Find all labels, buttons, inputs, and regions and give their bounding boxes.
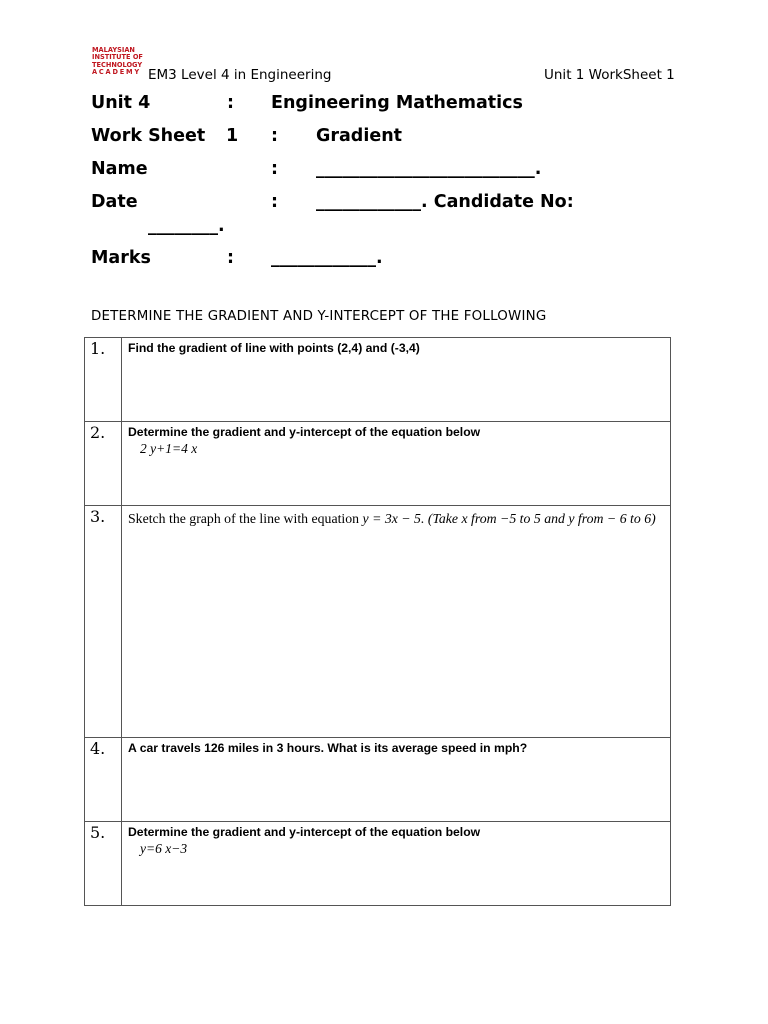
question-number-cell bbox=[85, 338, 122, 422]
answer-cell[interactable] bbox=[122, 822, 671, 906]
name-colon: : bbox=[271, 159, 278, 179]
questions-table bbox=[84, 337, 671, 906]
worksheet-number: 1 bbox=[226, 126, 239, 146]
question-number: 2. bbox=[90, 423, 106, 442]
question-row bbox=[85, 822, 671, 906]
question-row bbox=[85, 422, 671, 506]
answer-cell[interactable] bbox=[122, 506, 671, 738]
question-text-plain: Sketch the graph of the line with equation bbox=[128, 511, 360, 526]
unit-colon: : bbox=[227, 93, 234, 113]
question-text: A car travels 126 miles in 3 hours. What is its average speed in mph? bbox=[128, 741, 528, 755]
institute-logo bbox=[92, 47, 152, 77]
question-text: Find the gradient of line with points (2,4) and (-3,4) bbox=[128, 341, 420, 355]
equation: 2 y+1=4 x bbox=[140, 441, 198, 456]
question-number: 1. bbox=[90, 339, 106, 358]
candidate-number-field[interactable]: ________. bbox=[148, 216, 225, 236]
question-text: Determine the gradient and y-intercept of the equation below bbox=[128, 825, 481, 839]
answer-cell[interactable] bbox=[122, 422, 671, 506]
worksheet-value: Gradient bbox=[316, 126, 403, 146]
question-number-cell bbox=[85, 506, 122, 738]
unit-label: Unit 4 bbox=[91, 93, 151, 113]
marks-colon: : bbox=[227, 248, 234, 268]
marks-label: Marks bbox=[91, 248, 151, 268]
question-text-math: y = 3x − 5. (Take x from −5 to 5 and y from − 6 to 6) bbox=[359, 511, 656, 526]
logo-line-3: TECHNOLOGY bbox=[92, 60, 143, 69]
date-candidate-field[interactable]: ____________. Candidate No: bbox=[316, 192, 574, 212]
question-text bbox=[128, 509, 664, 528]
logo-line-1: MALAYSIAN bbox=[92, 46, 135, 54]
logo-line-4: ACADEMY bbox=[92, 68, 141, 77]
instruction-heading: DETERMINE THE GRADIENT AND Y-INTERCEPT OF THE FOLLOWING bbox=[91, 309, 547, 324]
question-number: 4. bbox=[90, 739, 106, 758]
question-number: 3. bbox=[90, 507, 106, 526]
question-row bbox=[85, 338, 671, 422]
logo-line-2: INSTITUTE OF bbox=[92, 53, 143, 62]
question-row bbox=[85, 506, 671, 738]
worksheet-colon: : bbox=[271, 126, 278, 146]
equation: y=6 x−3 bbox=[140, 841, 188, 856]
header-worksheet: Unit 1 WorkSheet 1 bbox=[544, 67, 675, 83]
marks-field[interactable]: ____________. bbox=[271, 248, 383, 268]
worksheet-label: Work Sheet bbox=[91, 126, 206, 146]
question-number-cell bbox=[85, 738, 122, 822]
question-row bbox=[85, 738, 671, 822]
date-label: Date bbox=[91, 192, 138, 212]
name-label: Name bbox=[91, 159, 148, 179]
unit-value: Engineering Mathematics bbox=[271, 93, 523, 113]
answer-cell[interactable] bbox=[122, 338, 671, 422]
question-text: Determine the gradient and y-intercept of the equation below bbox=[128, 425, 481, 439]
question-number: 5. bbox=[90, 823, 106, 842]
question-number-cell bbox=[85, 422, 122, 506]
name-field[interactable]: _________________________. bbox=[316, 159, 542, 179]
answer-cell[interactable] bbox=[122, 738, 671, 822]
date-colon: : bbox=[271, 192, 278, 212]
question-number-cell bbox=[85, 822, 122, 906]
header-course: EM3 Level 4 in Engineering bbox=[148, 67, 332, 83]
